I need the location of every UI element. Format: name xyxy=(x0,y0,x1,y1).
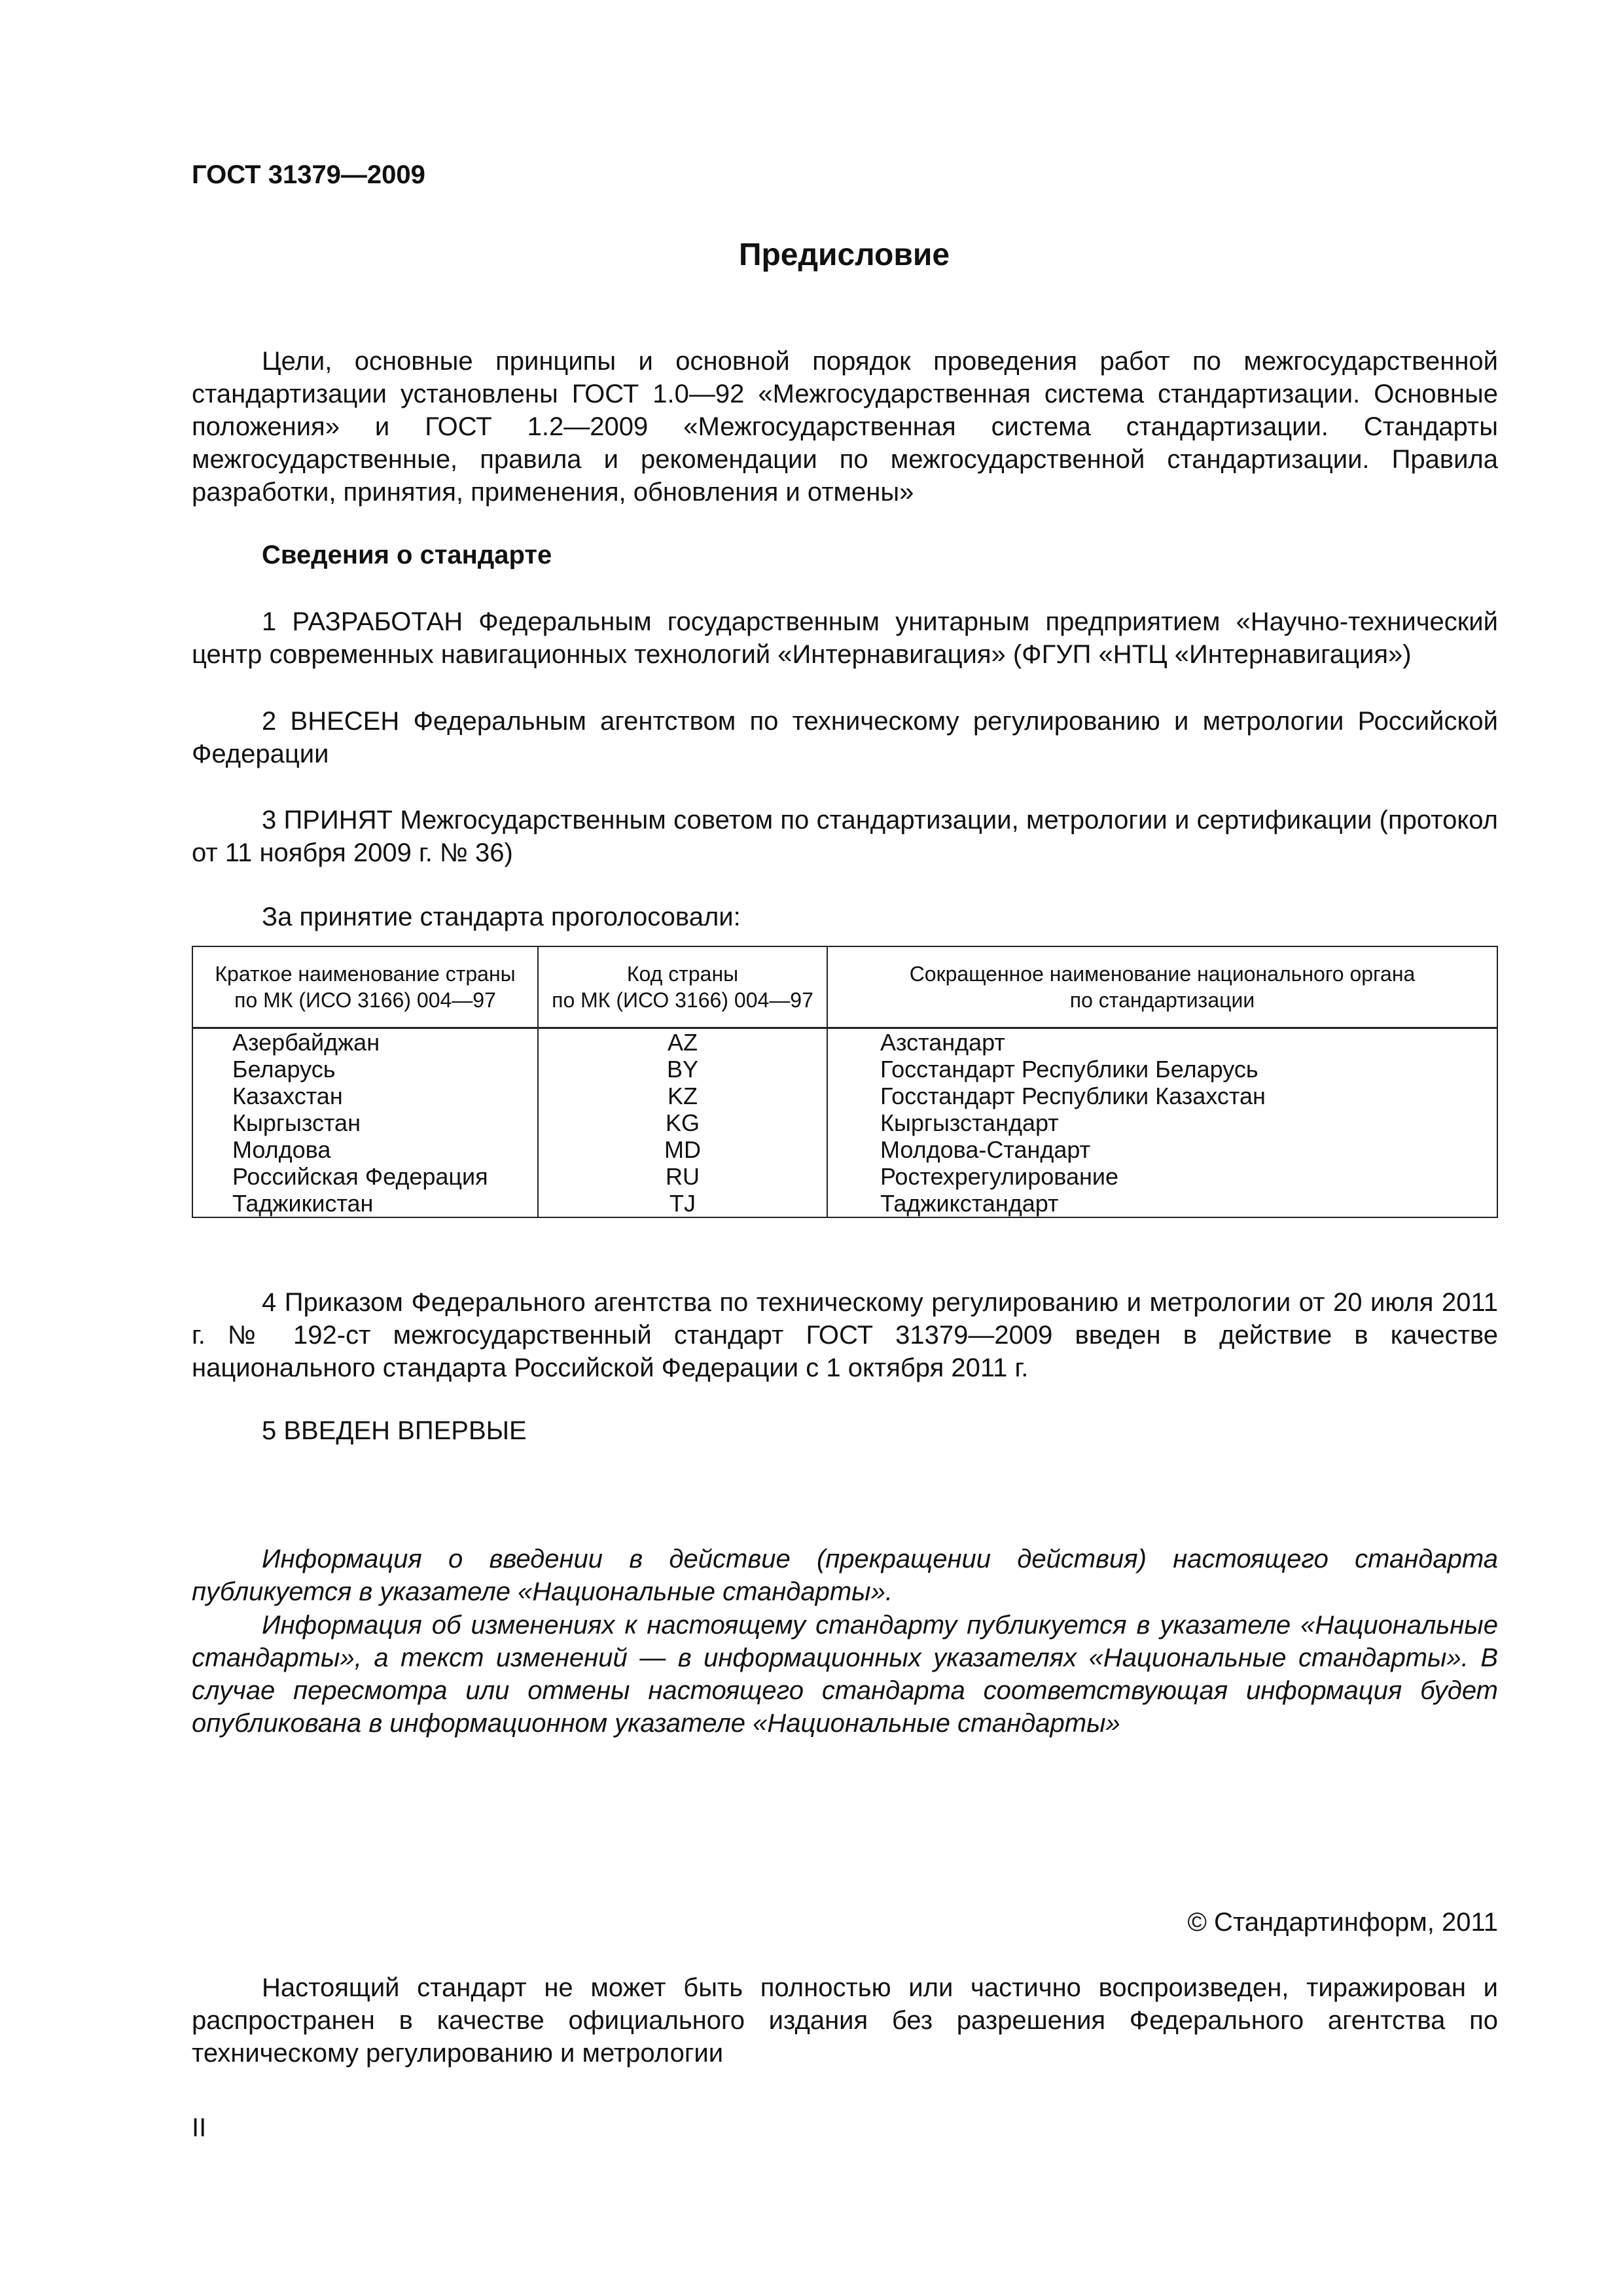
header-org-line1: Сокращенное наименование национального органа xyxy=(909,962,1416,986)
table-cell-code: AZ xyxy=(667,1029,698,1056)
copyright-notice: © Стандартинформ, 2011 xyxy=(1187,1908,1498,1937)
table-cell-code: TJ xyxy=(669,1190,696,1217)
org-column xyxy=(827,1028,1497,1218)
page-title: Предисловие xyxy=(738,238,950,272)
code-column xyxy=(538,1028,827,1218)
table-header-row xyxy=(192,946,1497,1028)
votes-intro: За принятие стандарта проголосовали: xyxy=(262,903,741,931)
table-cell-code: KG xyxy=(665,1109,700,1136)
table-cell-org: Госстандарт Республики Беларусь xyxy=(880,1056,1258,1083)
table-cell-org: Ростехрегулирование xyxy=(880,1163,1119,1190)
item-adopted: 3 ПРИНЯТ Межгосударственным советом по стандартизации, метрологии и сертификации (протокол от 11 ноября 2009 г. № 36) xyxy=(192,806,1498,867)
table-cell-country: Российская Федерация xyxy=(232,1163,488,1190)
table-cell-org: Молдова-Стандарт xyxy=(880,1136,1091,1163)
intro-paragraph: Цели, основные принципы и основной порядок проведения работ по межгосударственной стандартизации установлены ГОСТ 1.0—92 «Межгосударственная система стандартизации. Основные положения» и ГОСТ 1.2—2009 «Межгосударственная система стандартизации. Стандарты межгосударственные, правила и рекомендации по межгосударственной стандартизации. Правила разработки, принятия, применения, обновления и отмены» xyxy=(192,347,1498,507)
table-cell-org: Госстандарт Республики Казахстан xyxy=(880,1083,1266,1109)
country-column xyxy=(192,1028,538,1218)
table-cell-country: Беларусь xyxy=(232,1056,336,1083)
publication-info-paragraph-2: Информация об изменениях к настоящему стандарту публикуется в указателе «Национальные стандарты», а текст изменений — в информационных указателях «Национальные стандарты». В случае пересмотра или отмены настоящего стандарта соответствующая информация будет опубликована в информационном указателе «Национальные стандарты» xyxy=(192,1611,1498,1738)
page-number: II xyxy=(192,2113,207,2142)
table-cell-country: Таджикистан xyxy=(232,1190,374,1217)
publication-info-paragraph-1: Информация о введении в действие (прекращении действия) настоящего стандарта публикуется в указателе «Национальные стандарты». xyxy=(192,1545,1498,1606)
table-cell-org: Таджикстандарт xyxy=(880,1190,1059,1217)
header-code-line2: по МК (ИСО 3166) 004—97 xyxy=(552,988,813,1012)
reproduction-notice: Настоящий стандарт не может быть полностью или частично воспроизведен, тиражирован и распространен в качестве официального издания без разрешения Федерального агентства по техническому регулированию и метрологии xyxy=(192,1973,1498,2068)
header-org xyxy=(827,946,1497,1028)
document-code: ГОСТ 31379—2009 xyxy=(192,160,425,189)
item-enacted: 4 Приказом Федерального агентства по техническому регулированию и метрологии от 20 июля 2011 г. № 192-ст межгосударственный стандарт ГОСТ 31379—2009 введен в действие в качестве национального стандарта Российской Федерации с 1 октября 2011 г. xyxy=(192,1288,1498,1382)
header-country-line2: по МК (ИСО 3166) 004—97 xyxy=(234,988,496,1012)
voting-countries-table xyxy=(192,946,1498,1218)
table-cell-code: BY xyxy=(666,1056,699,1083)
header-org-line2: по стандартизации xyxy=(1069,988,1255,1012)
header-code xyxy=(538,946,827,1028)
table-cell-org: Кыргызстандарт xyxy=(880,1109,1059,1136)
header-country-line1: Краткое наименование страны xyxy=(215,962,516,986)
table-cell-country: Молдова xyxy=(232,1136,331,1163)
standard-info-heading: Сведения о стандарте xyxy=(262,541,552,569)
table-cell-code: MD xyxy=(664,1136,701,1163)
header-code-line1: Код страны xyxy=(626,962,739,986)
table-cell-country: Казахстан xyxy=(232,1083,343,1109)
table-body-row xyxy=(192,1028,1497,1218)
item-submitted: 2 ВНЕСЕН Федеральным агентством по техническому регулированию и метрологии Российской Федерации xyxy=(192,707,1498,768)
item-developed: 1 РАЗРАБОТАН Федеральным государственным унитарным предприятием «Научно-технический центр современных навигационных технологий «Интернавигация» (ФГУП «НТЦ «Интернавигация») xyxy=(192,607,1498,669)
table-cell-code: KZ xyxy=(667,1083,698,1109)
table-cell-country: Кыргызстан xyxy=(232,1109,361,1136)
table-cell-code: RU xyxy=(666,1163,700,1190)
table-cell-country: Азербайджан xyxy=(232,1029,380,1056)
item-introduced-first: 5 ВВЕДЕН ВПЕРВЫЕ xyxy=(262,1416,527,1445)
table-cell-org: Азстандарт xyxy=(880,1029,1005,1056)
header-country xyxy=(192,946,538,1028)
